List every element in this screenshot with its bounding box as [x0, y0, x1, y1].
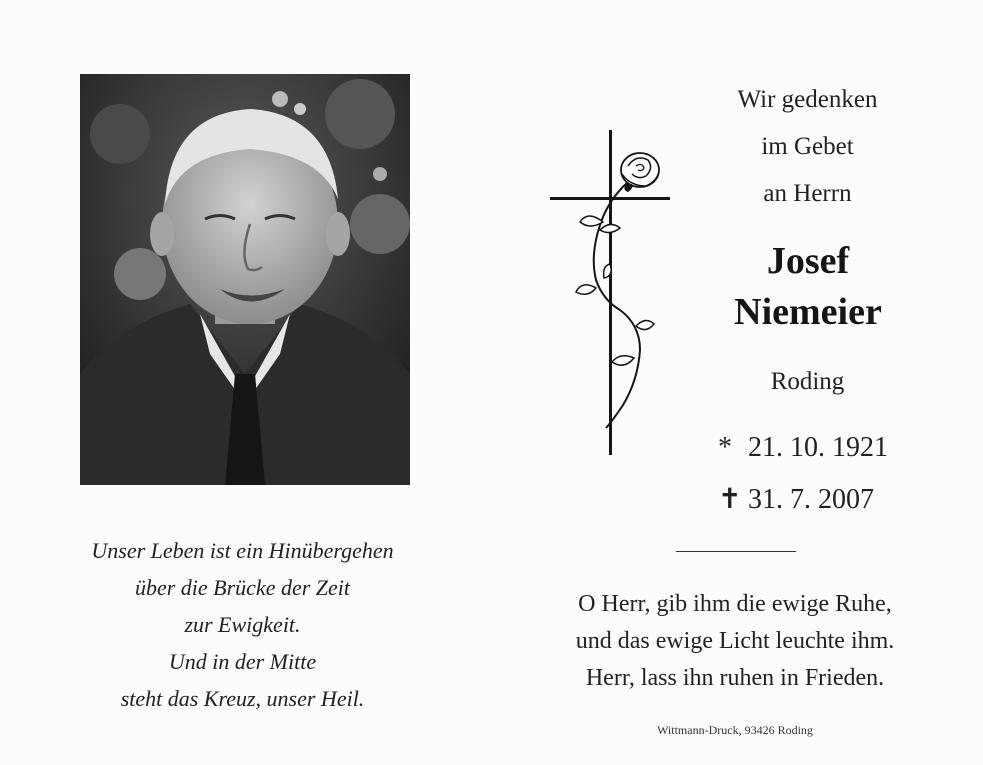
portrait-photo	[80, 74, 410, 485]
death-cross-icon: ✝	[718, 484, 742, 515]
portrait-photo-image	[80, 74, 410, 485]
intro-line: an Herrn	[763, 180, 852, 207]
cross-with-rose-icon	[548, 130, 674, 460]
verse-line: über die Brücke der Zeit	[134, 575, 351, 600]
death-date: 31. 7. 2007	[748, 484, 874, 515]
birth-date: 21. 10. 1921	[748, 432, 888, 463]
intro-line: im Gebet	[761, 133, 854, 160]
birth-star-icon: *	[718, 432, 732, 463]
prayer-line: und das ewige Licht leuchte ihm.	[575, 628, 895, 654]
verse-line: zur Ewigkeit.	[184, 612, 301, 637]
last-name: Niemeier	[734, 291, 882, 333]
birth-date-row	[718, 422, 908, 474]
printer-credit: Wittmann-Druck, 93426 Roding	[657, 723, 813, 737]
intro-line: Wir gedenken	[737, 86, 878, 113]
life-dates	[718, 422, 908, 526]
prayer	[540, 586, 930, 697]
verse-line: Unser Leben ist ein Hinübergehen	[91, 538, 394, 563]
verse	[60, 532, 425, 717]
intro-text	[700, 76, 915, 217]
verse-line: Und in der Mitte	[168, 649, 317, 674]
place-of-residence: Roding	[770, 368, 845, 395]
death-date-row	[718, 474, 908, 526]
prayer-line: O Herr, gib ihm die ewige Ruhe,	[578, 591, 892, 617]
divider	[676, 551, 796, 552]
first-name: Josef	[766, 240, 850, 282]
verse-line: steht das Kreuz, unser Heil.	[120, 686, 365, 711]
prayer-line: Herr, lass ihn ruhen in Frieden.	[585, 665, 885, 691]
deceased-name	[690, 236, 926, 338]
